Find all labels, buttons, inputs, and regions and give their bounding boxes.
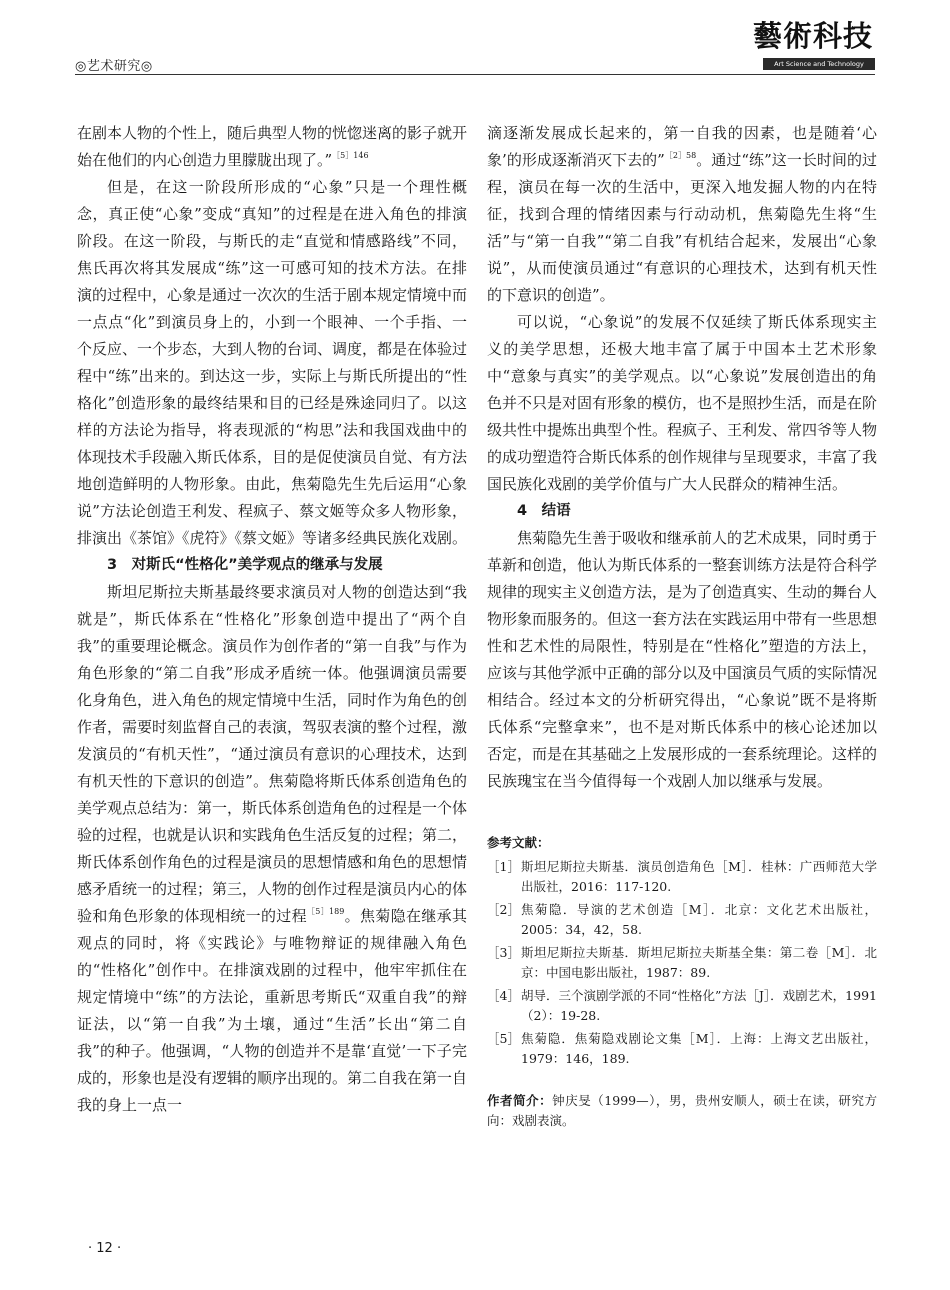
right-column (487, 120, 877, 1225)
paragraph (77, 120, 467, 174)
references (487, 831, 877, 1069)
reference-item (487, 986, 877, 1026)
paragraph-text: 。通过“练”这一长时间的过程，演员在每一次的生活中，更深入地发掘人物的内在特征，找到合理的情绪因素与行动动机，焦菊隐先生将“生活”与“第一自我”“第二自我”有机结合起来，发展出“心象说”，从而使演员通过“有意识的心理技术，达到有机天性的下意识的创造”。 (487, 151, 877, 304)
reference-number: ［1］ (487, 859, 520, 874)
paragraph: 焦菊隐先生善于吸收和继承前人的艺术成果，同时勇于革新和创造，他认为斯氏体系的一整套训练方法是符合科学规律的现实主义创造方法，是为了创造真实、生动的舞台人物形象而服务的。但这一套方法在实践运用中带有一些思想性和艺术性的局限性，特别是在“性格化”塑造的方法上，应该与其他学派中正确的部分以及中国演员气质的实际情况相结合。经过本文的分析研究得出，“心象说”既不是将斯氏体系“完整拿来”，也不是对斯氏体系中的核心论述加以否定，而是在其基础之上发展形成的一套系统理论。这样的民族瑰宝在当今值得每一个戏剧人加以继承与发展。 (487, 529, 877, 790)
paragraph-text: 斯坦尼斯拉夫斯基最终要求演员对人物的创造达到“我就是”，斯氏体系在“性格化”形象创造中提出了“两个自我”的重要理论概念。演员作为创作者的“第一自我”与作为角色形象的“第二自我”形成矛盾统一体。他强调演员需要化身角色，进入角色的规定情境中生活，同时作为角色的创作者，需要时刻监督自己的表演，驾驭表演的整个过程，激发演员的“有机天性”，“通过演员有意识的心理技术，达到有机天性的下意识的创造”。焦菊隐将斯氏体系创造角色的美学观点总结为：第一，斯氏体系创造角色的过程是一个体验的过程，也就是认识和实践角色生活反复的过程；第二，斯氏体系创作角色的过程是演员的思想情感和角色的思想情感矛盾统一的过程；第三，人物的创作过程是演员内心的体验和角色形象的体现相统一的过程 (77, 583, 467, 925)
reference-text: 胡导．三个演剧学派的不同“性格化”方法［J］．戏剧艺术，1991（2）：19-28. (521, 988, 877, 1023)
author-bio-label: 作者简介： (487, 1093, 553, 1108)
citation: ［5］146 (332, 151, 369, 160)
reference-text: 焦菊隐．导演的艺术创造［M］．北京：文化艺术出版社，2005：34，42，58. (521, 902, 877, 937)
paragraph (77, 579, 467, 1119)
journal-logo-english: Art Science and Technology (763, 58, 875, 70)
section-label: ◎艺术研究◎ (75, 59, 153, 74)
page-header (75, 14, 875, 74)
reference-text: 斯坦尼斯拉夫斯基．演员创造角色［M］．桂林：广西师范大学出版社，2016：117-120. (521, 859, 877, 894)
author-bio-text: 钟庆旻（1999—），男，贵州安顺人，硕士在读，研究方向：戏剧表演。 (487, 1093, 877, 1128)
reference-text: 斯坦尼斯拉夫斯基．斯坦尼斯拉夫斯基全集：第二卷［M］．北京：中国电影出版社，1987：89. (521, 945, 877, 980)
paragraph-text: 滴逐渐发展成长起来的，第一自我的因素，也是随着‘心象’的形成逐渐消灭下去的” (487, 124, 877, 169)
author-bio (487, 1091, 877, 1131)
paragraph: 但是，在这一阶段所形成的“心象”只是一个理性概念，真正使“心象”变成“真知”的过程是在进入角色的排演阶段。在这一阶段，与斯氏的走“直觉和情感路线”不同，焦氏再次将其发展成“练”这一可感可知的技术方法。在排演的过程中，心象是通过一次次的生活于剧本规定情境中而一点点“化”到演员身上的，小到一个眼神、一个手指、一个反应、一个步态，大到人物的台词、调度，都是在体验过程中“练”出来的。到达这一步，实际上与斯氏所提出的“性格化”创造形象的最终结果和目的已经是殊途同归了。以这样的方法论为指导，将表现派的“构思”法和我国戏曲中的体现技术手段融入斯氏体系，目的是促使演员自觉、有方法地创造鲜明的人物形象。由此，焦菊隐先生先后运用“心象说”方法论创造王利发、程疯子、蔡文姬等众多人物形象，排演出《茶馆》《虎符》《蔡文姬》等诸多经典民族化戏剧。 (77, 178, 467, 547)
reference-text: 焦菊隐．焦菊隐戏剧论文集［M］．上海：上海文艺出版社，1979：146，189. (521, 1031, 877, 1066)
paragraph (487, 120, 877, 309)
left-column (77, 120, 467, 1225)
reference-item (487, 857, 877, 897)
paragraph-text: 。焦菊隐在继承其观点的同时，将《实践论》与唯物辩证的规律融入角色的“性格化”创作中。在排演戏剧的过程中，他牢牢抓住在规定情境中“练”的方法论，重新思考斯氏“双重自我”的辩证法，以“第一自我”为土壤，通过“生活”长出“第二自我”的种子。他强调，“人物的创造并不是靠‘直觉’一下子完成的，形象也是没有逻辑的顺序出现的。第二自我在第一自我的身上一点一 (77, 907, 467, 1114)
references-title: 参考文献： (487, 835, 550, 850)
reference-item (487, 900, 877, 940)
journal-logo-chinese: 藝術科技 (752, 19, 873, 53)
journal-logo (752, 14, 875, 72)
reference-number: ［4］ (487, 988, 520, 1003)
citation: ［2］58 (664, 151, 697, 160)
reference-number: ［3］ (487, 945, 520, 960)
page-number: · 12 · (88, 1241, 122, 1256)
paragraph-text: 在剧本人物的个性上，随后典型人物的恍惚迷离的影子就开始在他们的内心创造力里朦胧出现了。” (77, 124, 467, 169)
reference-item (487, 1029, 877, 1069)
reference-number: ［5］ (487, 1031, 520, 1046)
section-heading-4: 4 结语 (517, 503, 571, 519)
header-rule (75, 74, 875, 75)
reference-item (487, 943, 877, 983)
section-heading-3: 3 对斯氏“性格化”美学观点的继承与发展 (107, 557, 383, 573)
citation: ［5］189 (306, 907, 345, 916)
paragraph: 可以说，“心象说”的发展不仅延续了斯氏体系现实主义的美学思想，还极大地丰富了属于中国本土艺术形象中“意象与真实”的美学观点。以“心象说”发展创造出的角色并不只是对固有形象的模仿，也不是照抄生活，而是在阶级共性中提炼出典型个性。程疯子、王利发、常四爷等人物的成功塑造符合斯氏体系的创作规律与呈现要求，丰富了我国民族化戏剧的美学价值与广大人民群众的精神生活。 (487, 313, 877, 493)
reference-number: ［2］ (487, 902, 520, 917)
